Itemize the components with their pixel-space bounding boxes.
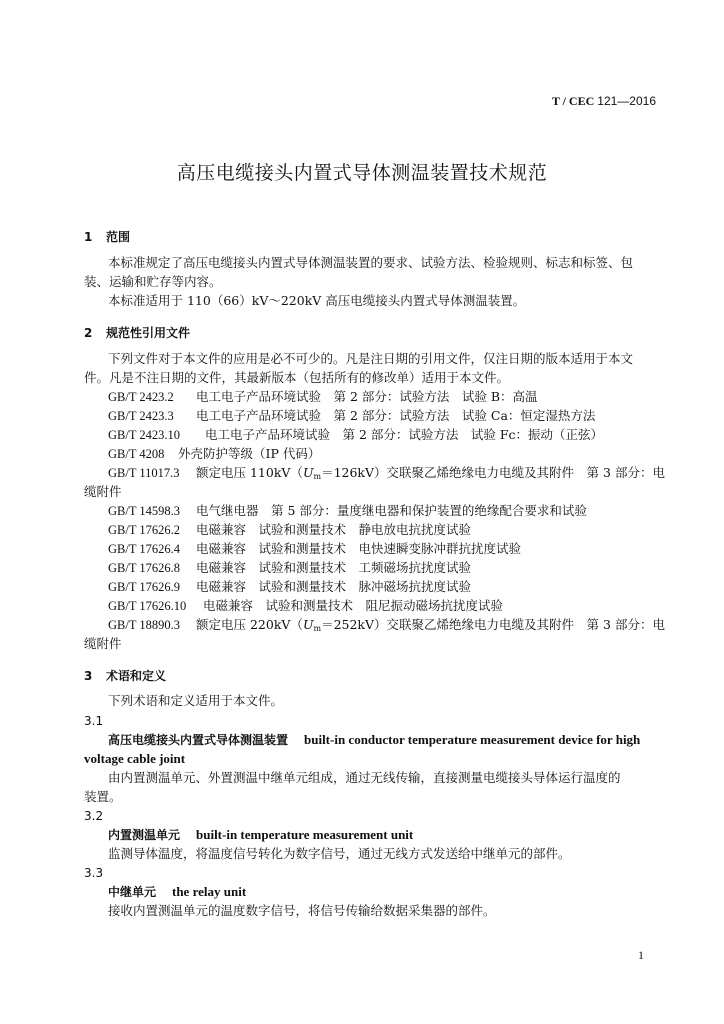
term-english: the relay unit — [172, 884, 247, 899]
term-definition: 接收内置测温单元的温度数字信号，将信号传输给数据采集器的部件。 — [108, 903, 496, 918]
reference-title: 电工电子产品环境试验 第 2 部分：试验方法 试验 Ca：恒定湿热方法 — [196, 408, 596, 423]
standard-number: 121—2016 — [597, 94, 656, 108]
reference-code: GB/T 17626.10 — [108, 599, 187, 613]
section-number: 1 — [84, 230, 93, 244]
scope-paragraph-1-line-2: 装、运输和贮存等内容。 — [84, 274, 222, 289]
reference-code: GB/T 17626.4 — [108, 542, 180, 556]
section-title: 范围 — [106, 230, 131, 244]
standard-code-header — [552, 94, 656, 109]
reference-item — [108, 408, 595, 424]
reference-item — [108, 503, 587, 519]
term-definition: 由内置测温单元、外置测温中继单元组成，通过无线传输，直接测量电缆接头导体运行温度的 — [108, 770, 621, 785]
reference-item — [108, 541, 521, 557]
reference-title: 电工电子产品环境试验 第 2 部分：试验方法 试验 B：高温 — [196, 389, 538, 404]
terms-intro: 下列术语和定义适用于本文件。 — [108, 693, 284, 708]
section-number: 2 — [84, 326, 93, 340]
reference-title: 电气继电器 第 5 部分：量度继电器和保护装置的绝缘配合要求和试验 — [196, 503, 587, 518]
reference-code: GB/T 18890.3 — [108, 618, 180, 632]
term-definition: 监测导体温度，将温度信号转化为数字信号，通过无线方式发送给中继单元的部件。 — [108, 846, 571, 861]
reference-title: 电磁兼容 试验和测量技术 工频磁场抗扰度试验 — [196, 560, 472, 575]
reference-title: 电磁兼容 试验和测量技术 静电放电抗扰度试验 — [196, 522, 472, 537]
reference-item — [108, 446, 320, 462]
reference-item: GB/T 11017.3 额定电压 $110kV(U_m=126kV)$交联聚乙烯绝缘电力电缆及其附件 第 3 部分：电 — [108, 465, 665, 481]
reference-code: GB/T 2423.10 — [108, 428, 180, 442]
term-heading — [108, 732, 640, 748]
reference-item — [108, 598, 503, 614]
reference-code: GB/T 17626.8 — [108, 561, 180, 575]
reference-title: 电磁兼容 试验和测量技术 阻尼振动磁场抗扰度试验 — [203, 598, 504, 613]
reference-continuation: 缆附件 — [84, 636, 122, 651]
reference-continuation: 缆附件 — [84, 484, 122, 499]
reference-code: GB/T 14598.3 — [108, 504, 180, 518]
term-english: built-in conductor temperature measurement device for high — [304, 732, 641, 747]
scope-paragraph-2: 本标准适用于 110（66）kV～220kV 高压电缆接头内置式导体测温装置。 — [108, 293, 526, 308]
term-english-continuation: voltage cable joint — [84, 751, 186, 766]
section-heading-2 — [84, 325, 190, 341]
section-title: 规范性引用文件 — [106, 326, 191, 340]
refs-intro-line-1: 下列文件对于本文件的应用是必不可少的。凡是注日期的引用文件，仅注日期的版本适用于本文 — [108, 351, 634, 366]
term-chinese: 中继单元 — [108, 885, 157, 899]
reference-title: 电磁兼容 试验和测量技术 电快速瞬变脉冲群抗扰度试验 — [196, 541, 522, 556]
reference-item — [108, 522, 471, 538]
refs-intro-line-2: 件。凡是不注日期的文件，其最新版本（包括所有的修改单）适用于本文件。 — [84, 370, 510, 385]
reference-code: GB/T 2423.2 — [108, 390, 174, 404]
reference-item: GB/T 18890.3 额定电压 $220kV(U_m=252kV)$交联聚乙烯绝缘电力电缆及其附件 第 3 部分：电 — [108, 617, 665, 633]
reference-code: GB/T 11017.3 — [108, 466, 180, 480]
reference-title: 外壳防护等级（IP 代码） — [178, 446, 321, 461]
standard-code: T / CEC — [551, 94, 595, 108]
reference-code: GB/T 17626.9 — [108, 580, 180, 594]
term-number: 3.3 — [84, 866, 104, 880]
reference-code: GB/T 2423.3 — [108, 409, 174, 423]
reference-item — [108, 389, 538, 405]
reference-item — [108, 579, 471, 595]
term-heading — [108, 827, 413, 843]
term-definition-continuation: 装置。 — [84, 789, 122, 804]
section-number: 3 — [84, 669, 93, 683]
reference-item — [108, 427, 603, 443]
term-english: built-in temperature measurement unit — [196, 827, 414, 842]
reference-code: GB/T 17626.2 — [108, 523, 180, 537]
reference-item — [108, 560, 471, 576]
term-chinese: 内置测温单元 — [108, 828, 181, 842]
reference-title: 电磁兼容 试验和测量技术 脉冲磁场抗扰度试验 — [196, 579, 472, 594]
scope-paragraph-1-line-1: 本标准规定了高压电缆接头内置式导体测温装置的要求、试验方法、检验规则、标志和标签、包 — [108, 255, 634, 270]
section-title: 术语和定义 — [106, 669, 167, 683]
term-chinese: 高压电缆接头内置式导体测温装置 — [108, 733, 289, 747]
page-number: 1 — [638, 948, 644, 962]
section-heading-3 — [84, 668, 166, 684]
reference-title: 电工电子产品环境试验 第 2 部分：试验方法 试验 Fc：振动（正弦） — [205, 427, 604, 442]
page-title: 高压电缆接头内置式导体测温装置技术规范 — [176, 162, 548, 184]
reference-code: GB/T 4208 — [108, 447, 165, 461]
term-number: 3.2 — [84, 809, 104, 823]
term-number: 3.1 — [84, 714, 104, 728]
term-heading — [108, 884, 246, 900]
section-heading-1 — [84, 229, 130, 245]
